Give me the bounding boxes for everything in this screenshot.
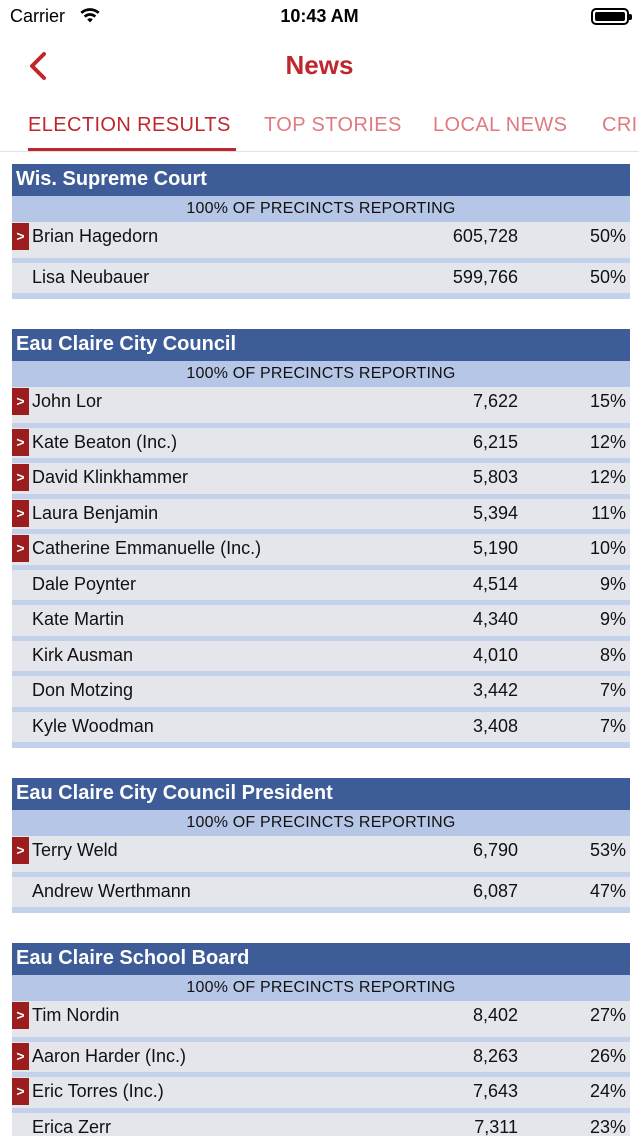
candidate-row [12, 458, 630, 494]
candidate-row [12, 671, 630, 707]
candidate-name: Andrew Werthmann [32, 880, 191, 901]
clock: 10:43 AM [280, 6, 359, 26]
candidate-percent: 7% [599, 715, 626, 736]
candidate-row [12, 565, 630, 601]
candidate-votes: 8,402 [472, 1005, 518, 1025]
candidate-votes: 6,790 [472, 840, 518, 860]
tab-top-stories[interactable]: TOP STORIES [264, 114, 402, 136]
candidate-percent: 11% [591, 502, 626, 523]
candidate-name: David Klinkhammer [32, 467, 189, 487]
candidate-name: John Lor [32, 391, 103, 411]
candidate-votes: 5,394 [472, 502, 518, 523]
candidate-percent: 9% [599, 609, 626, 629]
candidate-row [12, 707, 630, 743]
winner-marker-icon: > [12, 1043, 29, 1070]
candidate-percent: 12% [589, 431, 626, 452]
candidate-votes: 605,728 [452, 226, 518, 246]
candidate-row [12, 1001, 630, 1037]
candidate-votes: 5,803 [472, 467, 518, 487]
candidate-row [12, 636, 630, 672]
candidate-name: Aaron Harder (Inc.) [32, 1045, 187, 1066]
candidate-name: Eric Torres (Inc.) [32, 1081, 164, 1101]
candidate-name: Catherine Emmanuelle (Inc.) [32, 538, 262, 558]
candidate-percent: 10% [589, 538, 626, 558]
candidate-name: Kirk Ausman [32, 644, 134, 665]
candidate-name: Kate Martin [32, 609, 125, 629]
winner-marker-icon: > [12, 837, 29, 864]
race-divider [12, 293, 630, 299]
section-tabs [0, 100, 639, 152]
winner-marker-icon: > [12, 464, 29, 491]
candidate-name: Dale Poynter [32, 573, 137, 594]
winner-marker-icon: > [12, 535, 29, 562]
candidate-name: Don Motzing [32, 680, 134, 700]
race-title: Eau Claire School Board [12, 943, 630, 975]
candidate-percent: 50% [589, 226, 626, 246]
candidate-votes: 4,340 [472, 609, 518, 629]
race-card [12, 164, 630, 299]
candidate-percent: 9% [599, 573, 626, 594]
winner-marker-icon: > [12, 1078, 29, 1105]
race-card [12, 329, 630, 748]
candidate-name: Laura Benjamin [32, 502, 159, 523]
precincts-reporting: 100% OF PRECINCTS REPORTING [12, 810, 630, 836]
battery-icon [591, 8, 629, 25]
candidate-percent: 7% [599, 680, 626, 700]
race-card [12, 943, 630, 1136]
candidate-row [12, 1108, 630, 1136]
candidate-votes: 6,215 [472, 431, 518, 452]
precincts-reporting: 100% OF PRECINCTS REPORTING [12, 196, 630, 222]
page-title: News [285, 50, 354, 80]
candidate-name: Terry Weld [32, 840, 118, 860]
race-divider [12, 742, 630, 748]
winner-marker-icon: > [12, 388, 29, 415]
candidate-votes: 4,514 [472, 573, 518, 594]
candidate-row [12, 494, 630, 530]
candidate-name: Kate Beaton (Inc.) [32, 431, 178, 452]
candidate-votes: 599,766 [452, 266, 518, 287]
race-title: Eau Claire City Council [12, 329, 630, 361]
candidate-percent: 53% [589, 840, 626, 860]
race-divider [12, 907, 630, 913]
candidate-percent: 47% [589, 880, 626, 901]
candidate-row [12, 222, 630, 258]
candidate-percent: 12% [589, 467, 626, 487]
candidate-name: Brian Hagedorn [32, 226, 159, 246]
candidate-name: Erica Zerr [32, 1116, 112, 1136]
race-title: Eau Claire City Council President [12, 778, 630, 810]
active-tab-indicator [28, 148, 236, 151]
candidate-votes: 7,311 [474, 1116, 518, 1136]
candidate-row [12, 1072, 630, 1108]
candidate-votes: 7,622 [472, 391, 518, 411]
winner-marker-icon: > [12, 1002, 29, 1029]
candidate-row [12, 387, 630, 423]
race-card [12, 778, 630, 913]
candidate-percent: 26% [589, 1045, 626, 1066]
winner-marker-icon: > [12, 500, 29, 527]
candidate-row [12, 836, 630, 872]
candidate-name: Tim Nordin [32, 1005, 120, 1025]
candidate-votes: 7,643 [472, 1081, 518, 1101]
nav-bar [0, 34, 639, 100]
candidate-percent: 27% [589, 1005, 626, 1025]
candidate-votes: 4,010 [472, 644, 518, 665]
status-bar [0, 0, 639, 34]
tab-crime[interactable]: CRI [602, 114, 638, 136]
candidate-row [12, 600, 630, 636]
candidate-votes: 8,263 [472, 1045, 518, 1066]
candidate-percent: 50% [589, 266, 626, 287]
candidate-name: Lisa Neubauer [32, 266, 150, 287]
candidate-row [12, 1037, 630, 1073]
carrier-label: Carrier [10, 6, 66, 26]
tab-election-results[interactable]: ELECTION RESULTS [28, 114, 231, 136]
precincts-reporting: 100% OF PRECINCTS REPORTING [12, 361, 630, 387]
precincts-reporting: 100% OF PRECINCTS REPORTING [12, 975, 630, 1001]
race-title: Wis. Supreme Court [12, 164, 630, 196]
election-results-list[interactable] [0, 153, 639, 1136]
winner-marker-icon: > [12, 223, 29, 250]
candidate-votes: 3,442 [472, 680, 518, 700]
candidate-votes: 5,190 [472, 538, 518, 558]
candidate-row [12, 529, 630, 565]
winner-marker-icon: > [12, 429, 29, 456]
candidate-row [12, 258, 630, 294]
candidate-row [12, 423, 630, 459]
candidate-votes: 3,408 [472, 715, 518, 736]
tab-local-news[interactable]: LOCAL NEWS [433, 114, 568, 136]
candidate-percent: 23% [589, 1116, 626, 1136]
candidate-percent: 15% [589, 391, 626, 411]
candidate-row [12, 872, 630, 908]
candidate-votes: 6,087 [472, 880, 518, 901]
candidate-percent: 8% [599, 644, 626, 665]
candidate-name: Kyle Woodman [32, 715, 154, 736]
candidate-percent: 24% [589, 1081, 626, 1101]
